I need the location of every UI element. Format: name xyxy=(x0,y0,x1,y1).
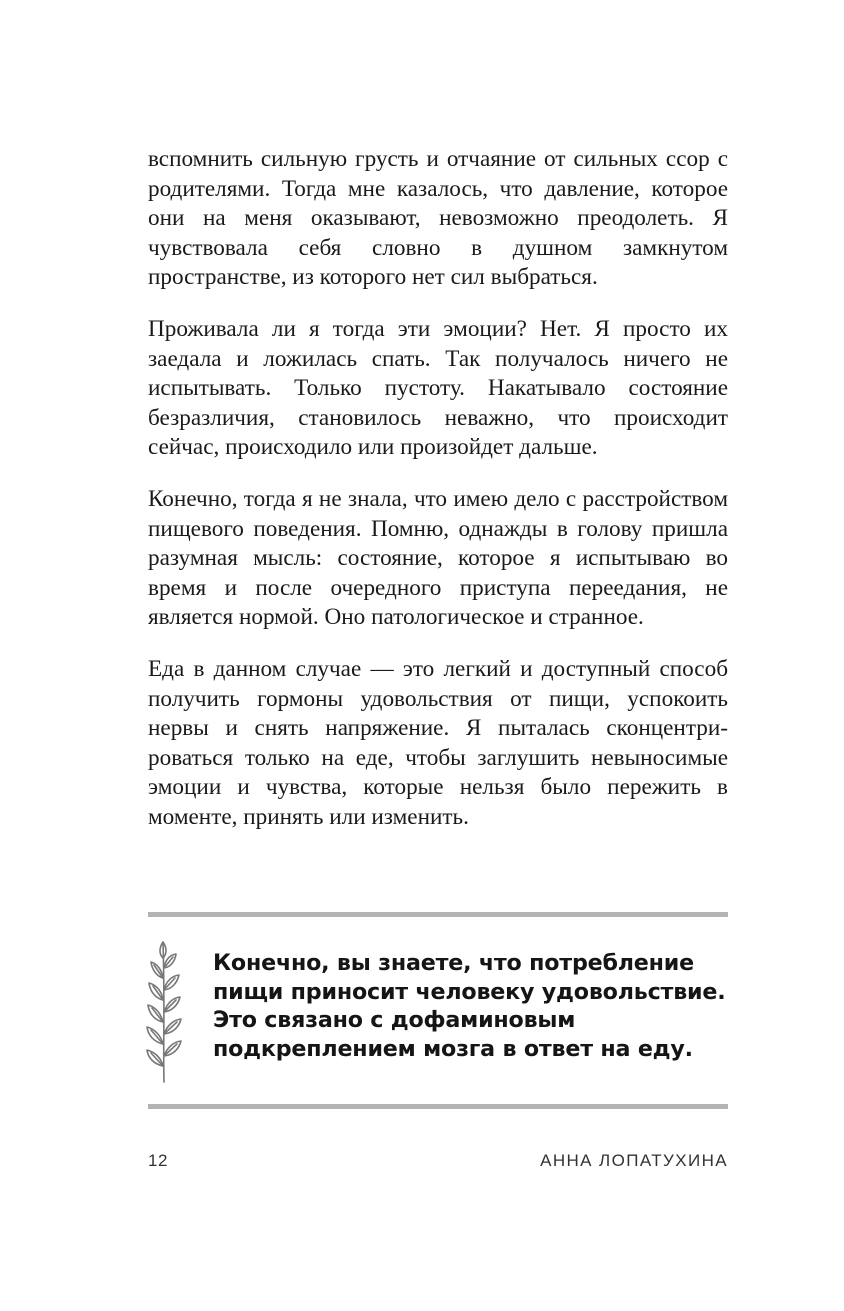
callout-top-rule xyxy=(148,912,728,917)
callout-text: Конечно, вы знаете, что потребление пищи приносит человеку удовольствие. Это связано с дофаминовым подкреплением мозга в ответ на еду. xyxy=(213,950,726,1063)
paragraph: вспомнить сильную грусть и отчаяние от сильных ссор с родителями. Тогда мне казалось, что давление, которое они на меня оказывают, невозможно преодолеть. Я чувствовала себя словно в душном замкнутом пространстве, из которого нет сил выбраться. xyxy=(148,146,728,291)
sprig-icon xyxy=(142,938,186,1084)
paragraph: Конечно, тогда я не знала, что имею дело с расстройством пищевого поведения. Помню, однажды в голову пришла разумная мысль: состояние, которое я испытываю во время и после очередного приступа переедания, не является нормой. Оно патологическое и странное. xyxy=(148,485,728,631)
paragraph: Проживала ли я тогда эти эмоции? Нет. Я просто их заедала и ложилась спать. Так получалось ничего не испытывать. Только пустоту. Накатывало состояние безразличия, становилось неважно, что происходит сейчас, происходило или произойдет дальше. xyxy=(148,315,728,461)
running-author: АННА ЛОПАТУХИНА xyxy=(540,1151,728,1170)
paragraph: Еда в данном случае — это легкий и доступный способ получить гормоны удовольствия от пищи, успокоить нервы и снять напряжение. Я пыталась сконцентрироваться только на еде, чтобы заглушить невыносимые эмоции и чувства, которые нельзя было пережить в моменте, принять или изменить. xyxy=(148,655,728,830)
body-text xyxy=(148,145,728,832)
page-number: 12 xyxy=(148,1151,168,1170)
callout-bottom-rule xyxy=(148,1104,728,1109)
